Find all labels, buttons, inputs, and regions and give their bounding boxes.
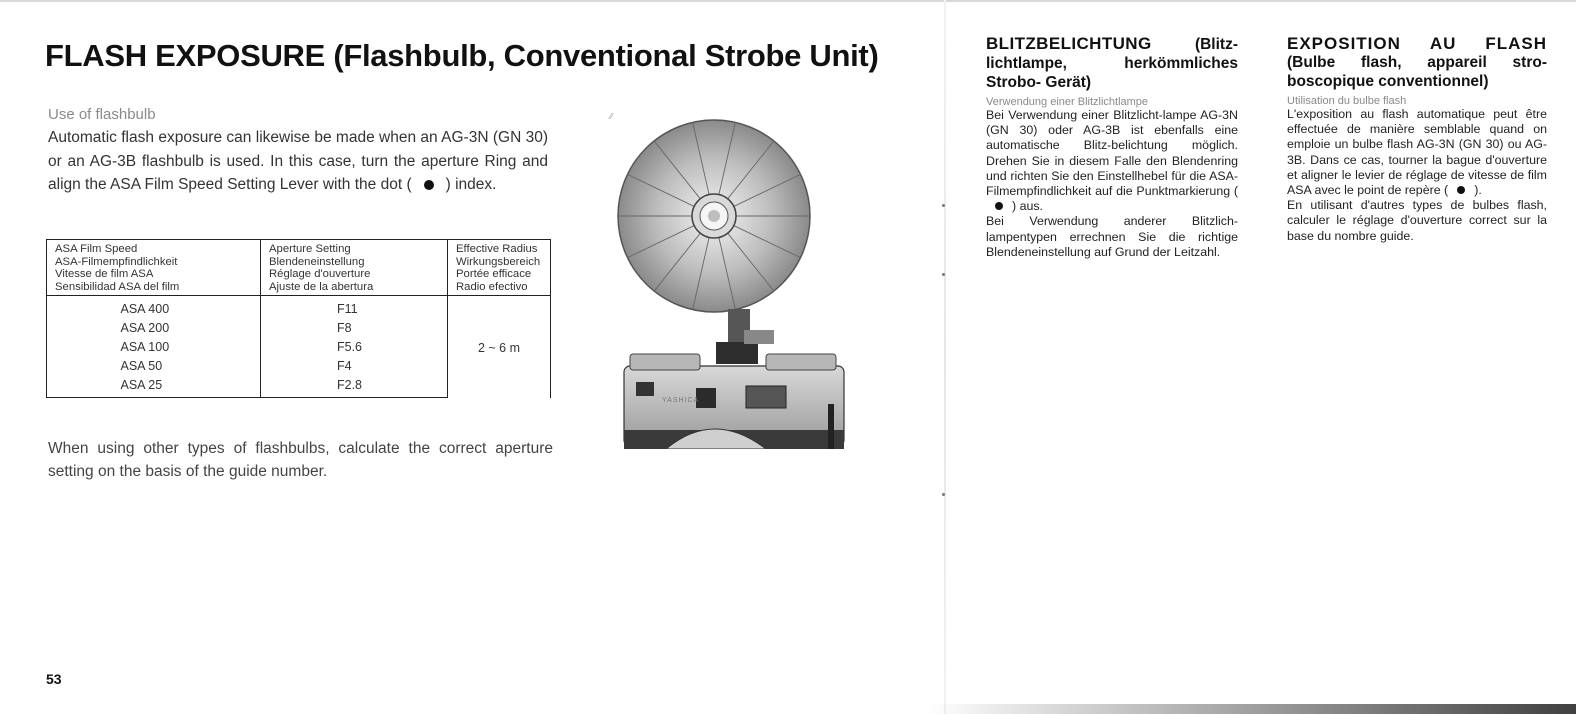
german-heading: BLITZBELICHTUNG (Blitz-lichtlampe, herkömmliches Strobo- Gerät) xyxy=(986,34,1238,91)
dot-index-icon xyxy=(424,180,434,190)
page-top-rule xyxy=(0,0,1576,2)
header-aperture-setting: Aperture Setting Blendeneinstellung Réglage d'ouverture Ajuste de la abertura xyxy=(261,240,448,296)
guide-number-note: When using other types of flashbulbs, calculate the correct aperture setting on the basis of the guide number. xyxy=(48,440,553,480)
intro-text: Automatic flash exposure can likewise be made when an AG-3N (GN 30) or an AG-3B flashbulb is used. In this case, turn the aperture Ring and align the ASA Film Speed Setting Lever with the dot ( xyxy=(48,129,548,193)
page-number: 53 xyxy=(46,671,62,687)
french-column xyxy=(1287,34,1547,244)
german-paragraph-1: Bei Verwendung einer Blitzlicht-lampe AG-3N (GN 30) oder AG-3B ist ebenfalls eine automatische Blitz-belichtung möglich. Drehen Sie in diesem Falle den Blendenring und richten Sie den Einstellhebel für die ASA-Filmempfindlichkeit auf die Punktmarkierung () aus. xyxy=(986,108,1238,214)
dot-index-icon xyxy=(1457,186,1465,194)
scan-speck xyxy=(942,493,945,496)
french-subheading: Utilisation du bulbe flash xyxy=(1287,95,1407,107)
camera-body xyxy=(624,354,844,449)
aperture-value: F4 xyxy=(337,359,352,373)
table-header-row xyxy=(47,240,551,296)
table-row xyxy=(47,296,551,320)
page-edge-shadow xyxy=(926,704,1576,714)
photo-mark: ⁄⁄ xyxy=(610,112,613,121)
dot-index-icon xyxy=(995,202,1003,210)
camera-brand-label: YASHICA xyxy=(662,397,700,404)
aperture-value: F11 xyxy=(337,302,358,316)
page-title: FLASH EXPOSURE (Flashbulb, Conventional Strobe Unit) xyxy=(45,38,879,73)
german-paragraph-2: Bei Verwendung anderer Blitzlich-lampentypen errechnen Sie die richtige Blendeneinstellung auf Grund der Leitzahl. xyxy=(986,214,1238,259)
french-paragraph-2: En utilisant d'autres types de bulbes flash, calculer le réglage d'ouverture correct sur la base du nombre guide. xyxy=(1287,198,1547,243)
scan-speck xyxy=(942,204,945,207)
german-subheading: Verwendung einer Blitzlichtlampe xyxy=(986,96,1149,108)
section-subheading: Use of flashbulb xyxy=(48,106,156,123)
flash-bracket xyxy=(716,309,774,364)
flashbulb-camera-photo xyxy=(596,104,846,449)
header-effective-radius: Effective Radius Wirkungsbereich Portée efficace Radio efectivo xyxy=(448,240,551,296)
aperture-value: F8 xyxy=(337,321,352,335)
scan-speck xyxy=(942,273,945,276)
aperture-value: F2.8 xyxy=(337,378,363,392)
german-column xyxy=(986,34,1238,260)
intro-paragraph xyxy=(48,126,548,197)
flash-reflector xyxy=(618,120,810,312)
header-film-speed: ASA Film Speed ASA-Filmempfindlichkeit Vitesse de film ASA Sensibilidad ASA del film xyxy=(47,240,261,296)
french-heading: EXPOSITION AU FLASH (Bulbe flash, appareil stro-boscopique conventionnel) xyxy=(1287,34,1547,90)
asa-value: ASA 25 xyxy=(120,378,163,392)
page-gutter xyxy=(944,0,946,714)
asa-value: ASA 100 xyxy=(120,340,170,354)
asa-value: ASA 400 xyxy=(120,302,170,316)
asa-value: ASA 50 xyxy=(120,359,163,373)
effective-radius-value: 2 ~ 6 m xyxy=(448,296,551,398)
asa-value: ASA 200 xyxy=(120,321,170,335)
aperture-value: F5.6 xyxy=(337,340,363,354)
intro-text-end: ) index. xyxy=(445,176,497,193)
flashbulb-exposure-table xyxy=(46,239,551,398)
french-paragraph-1: L'exposition au flash automatique peut être effectuée de manière semblable quand on emploie un bulbe flash AG-3N (GN 30) ou AG-3B. Dans ce cas, tourner la bague d'ouverture et aligner le levier de réglage de vitesse de film ASA avec le point de repère ( ). xyxy=(1287,107,1547,198)
